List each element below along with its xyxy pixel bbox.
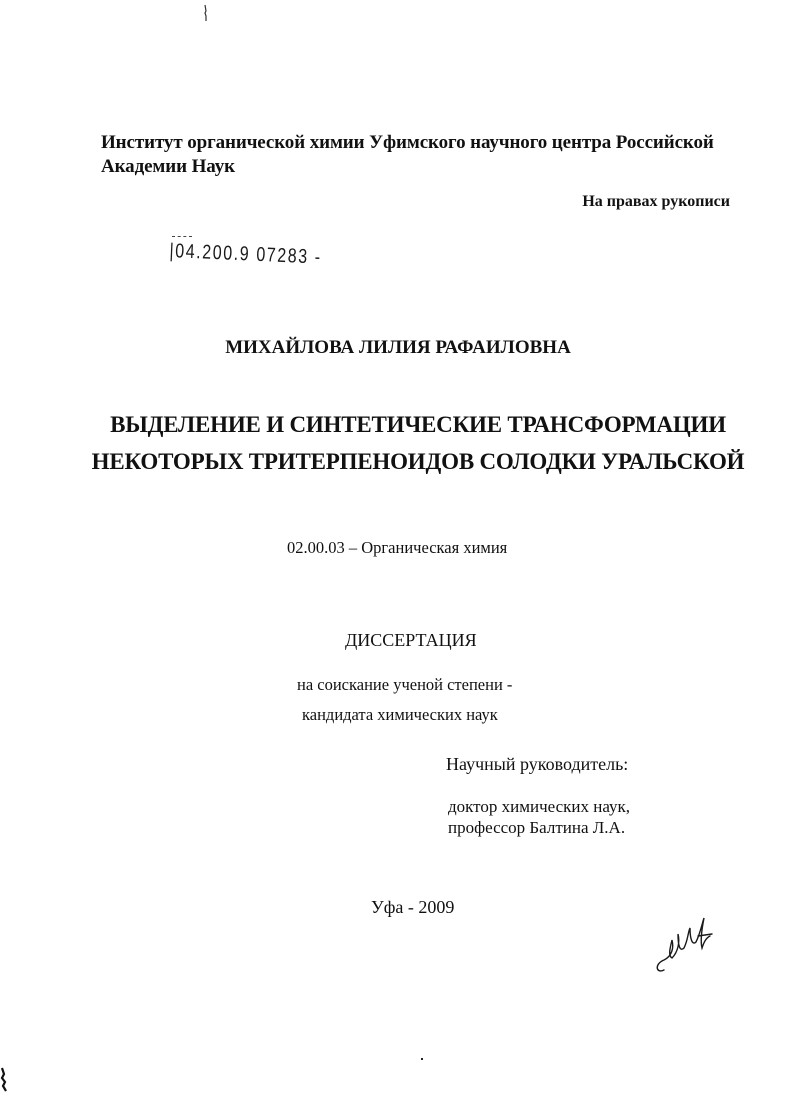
supervisor-info xyxy=(448,796,630,838)
scan-artifact-mark xyxy=(203,4,209,22)
scan-artifact-dot xyxy=(421,1058,423,1060)
dissertation-title xyxy=(0,406,796,480)
title-line-1: ВЫДЕЛЕНИЕ И СИНТЕТИЧЕСКИЕ ТРАНСФОРМАЦИИ xyxy=(110,412,726,437)
degree-line-1: на соискание ученой степени - xyxy=(297,675,513,694)
city-year: Уфа - 2009 xyxy=(371,897,455,917)
supervisor-line-1: доктор химических наук, xyxy=(448,797,631,816)
stamp-number: 04.200.9 07283 xyxy=(174,240,310,269)
stamp-dash: - xyxy=(308,246,323,269)
specialty-code: 02.00.03 – Органическая химия xyxy=(287,538,508,557)
stamp-bar: | xyxy=(169,240,176,263)
supervisor-line-2: профессор Балтина Л.А. xyxy=(448,818,626,837)
supervisor-label: Научный руководитель: xyxy=(446,754,629,774)
handwritten-signature xyxy=(650,912,720,976)
institute-name xyxy=(101,131,714,179)
inventory-stamp xyxy=(169,240,322,270)
degree-line-2: кандидата химических наук xyxy=(302,705,498,724)
author-name: МИХАЙЛОВА ЛИЛИЯ РАФАИЛОВНА xyxy=(225,337,571,358)
scan-artifact-edge xyxy=(0,1066,10,1092)
title-line-2: НЕКОТОРЫХ ТРИТЕРПЕНОИДОВ СОЛОДКИ УРАЛЬСКОЙ xyxy=(91,449,745,474)
document-type: ДИССЕРТАЦИЯ xyxy=(345,630,477,650)
institute-line-1: Институт органической химии Уфимского научного центра Российской xyxy=(101,132,714,153)
rights-notice: На правах рукописи xyxy=(582,193,730,210)
stamp-ticks xyxy=(172,236,192,239)
institute-line-2: Академии Наук xyxy=(101,156,235,177)
